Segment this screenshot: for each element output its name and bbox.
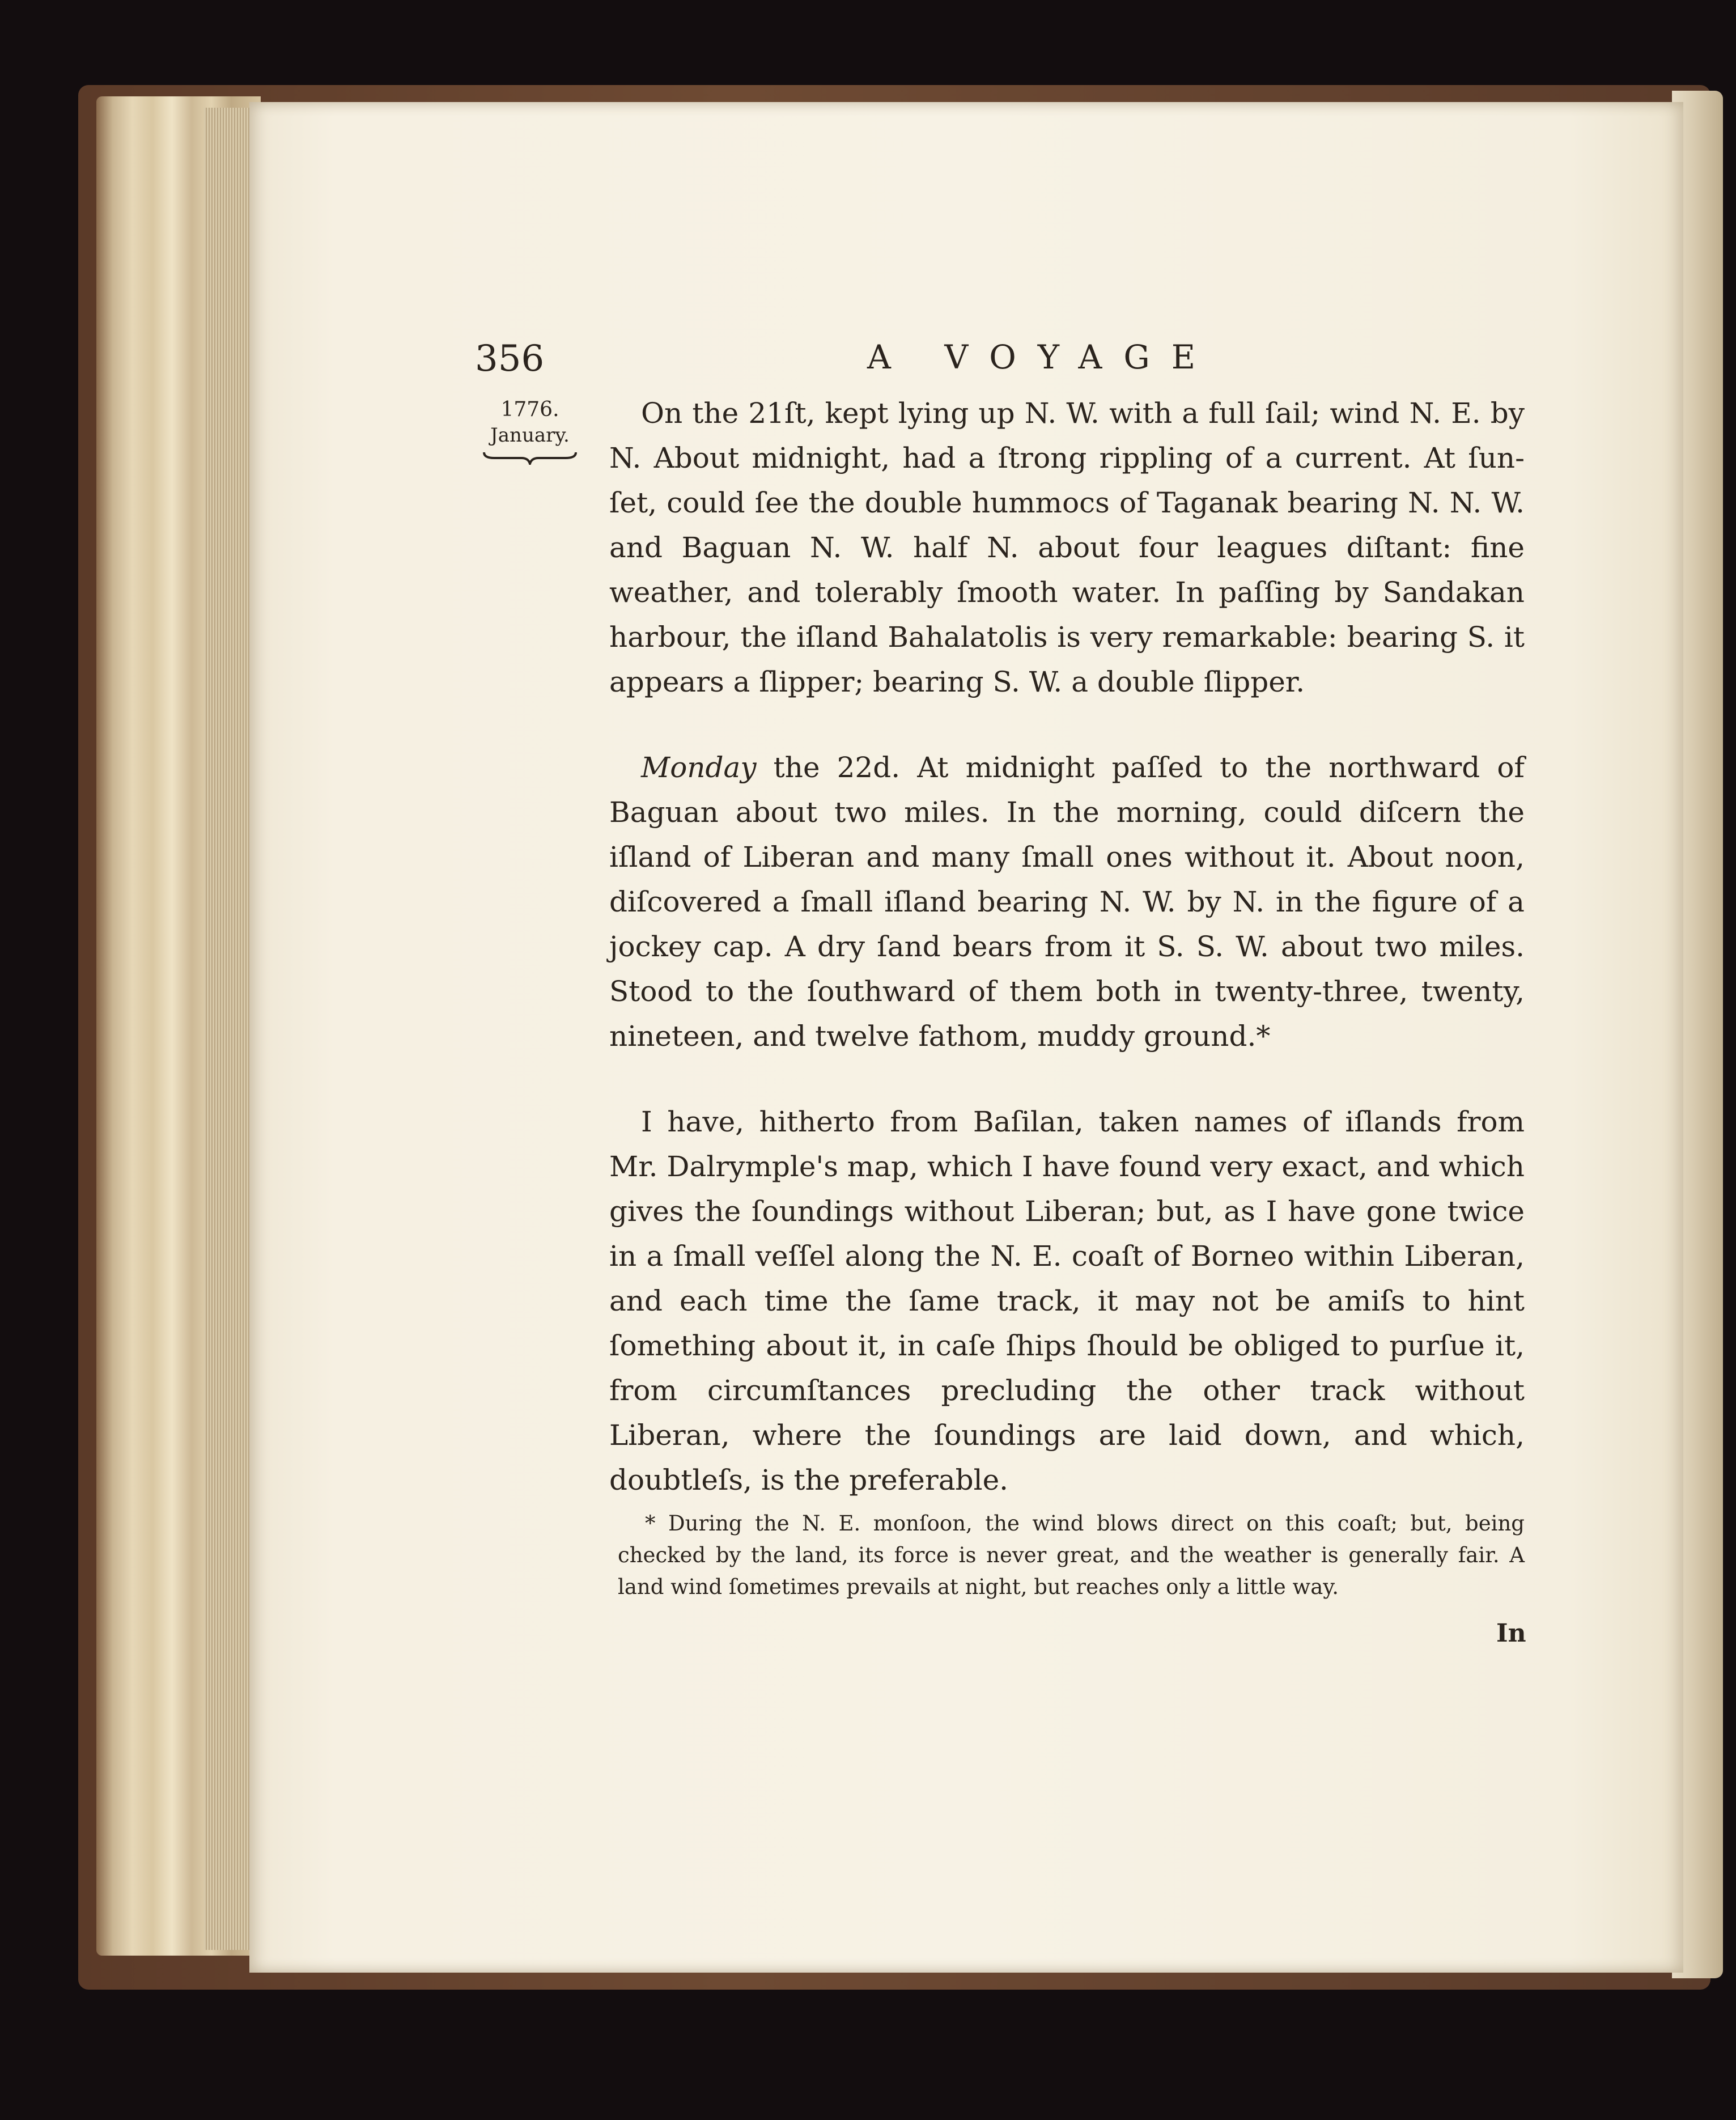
paragraph-monday	[609, 745, 1525, 1059]
footnote: * During the N. E. monſoon, the wind blows direct on this coaſt; but, being checked by the land, its force is never great, and the weather is generally fair. A land wind ſometimes prevails at night, but reaches only a little way.	[618, 1511, 1525, 1599]
paragraph-basilan	[609, 1100, 1525, 1503]
running-head: A VOYAGE	[867, 338, 1217, 376]
paragraph-text: I have, hitherto from Baſilan, taken names of iſlands from Mr. Dalrymple's map, which I have found very exact, and which gives the ſoundings without Liberan; but, as I have gone twice in a ſmall veſſel along the N. E. coaſt of Borneo within Liberan, and each time the ſame track, it may not be amiſs to hint ſomething about it, in caſe ſhips ſhould be obliged to purſue it, from circumſtances precluding the other track without Liberan, where the ſoundings are laid down, and which, doubtleſs, is the preferable.	[609, 1105, 1525, 1496]
margin-note-month: January.	[490, 424, 570, 447]
page-edges	[204, 108, 249, 1950]
margin-note	[482, 397, 578, 465]
margin-note-year: 1776.	[500, 398, 559, 421]
paragraph-lead: Monday	[641, 751, 757, 784]
body-text	[609, 391, 1525, 1544]
page-number: 356	[475, 338, 545, 380]
paragraph-text: On the 21ſt, kept lying up N. W. with a full ſail; wind N. E. by N. About midnight, had a ſtrong rippling of a current. At ſun-ſet, could ſee the double hummocs of Taganak bearing N. N. W. and Baguan N. W. half N. about four leagues diſtant: fine weather, and tolerably ſmooth water. In paſſing by Sandakan harbour, the iſland Bahalatolis is very remarkable: bearing S. it appears a ſlipper; bearing S. W. a double ſlipper.	[609, 397, 1525, 698]
brace-ornament	[482, 449, 578, 465]
paragraph-21st	[609, 391, 1525, 705]
catchword: In	[1496, 1619, 1526, 1648]
paragraph-text: the 22d. At midnight paſſed to the northward of Baguan about two miles. In the morning, could diſcern the iſland of Liberan and many ſmall ones without it. About noon, diſcovered a ſmall iſland bearing N. W. by N. in the figure of a jockey cap. A dry ſand bears from it S. S. W. about two miles. Stood to the ſouthward of them both in twenty-three, twenty, nineteen, and twelve fathom, muddy ground.*	[609, 751, 1525, 1053]
